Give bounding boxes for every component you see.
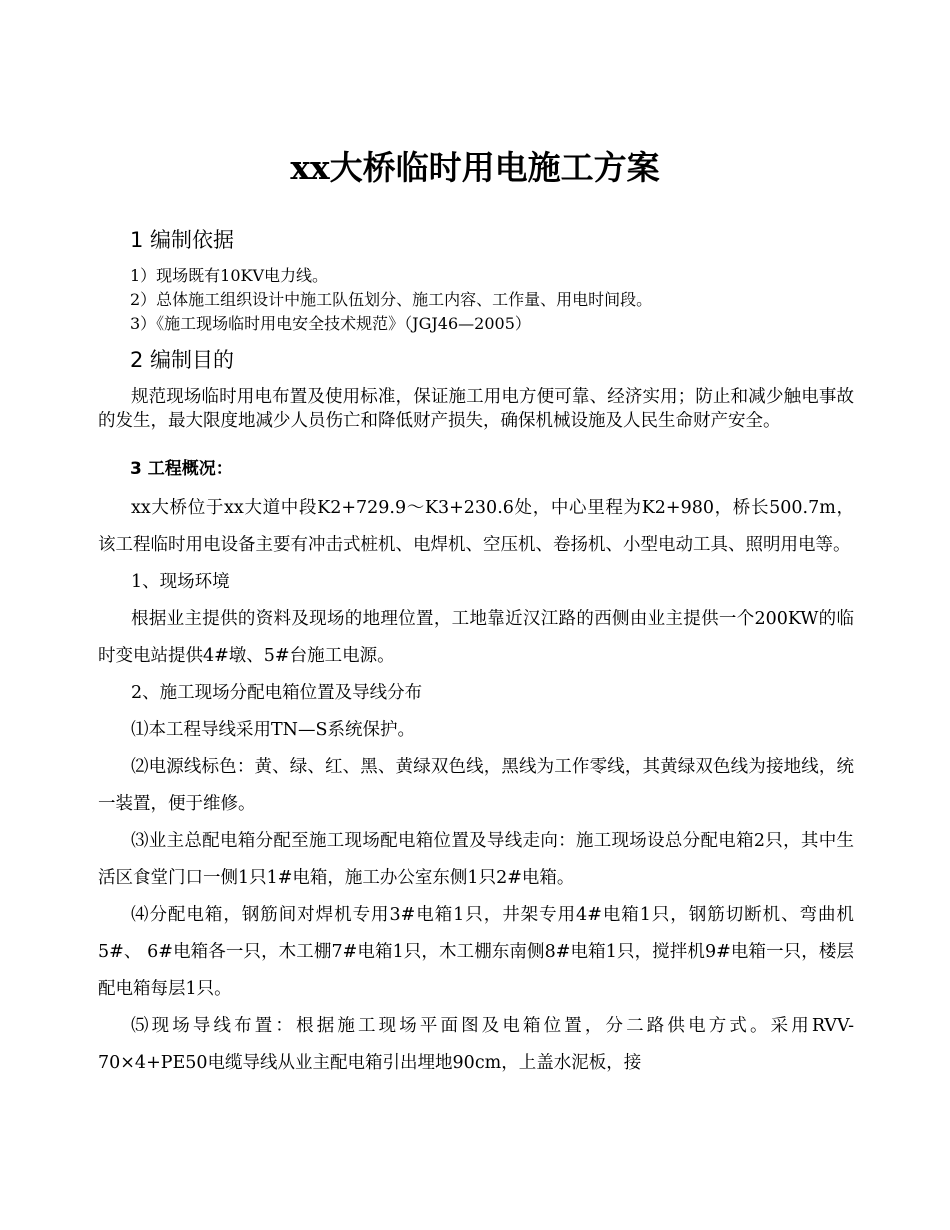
overview-body	[98, 490, 854, 1082]
paragraph: ⑶业主总配电箱分配至施工现场配电箱位置及导线走向：施工现场设总分配电箱2只，其中生活区食堂门口一侧1只1#电箱，施工办公室东侧1只2#电箱。	[98, 831, 854, 888]
paragraph: ⑴本工程导线采用TN—S系统保护。	[131, 720, 415, 740]
purpose-paragraph: 规范现场临时用电布置及使用标准，保证施工用电方便可靠、经济实用；防止和减少触电事故的发生，最大限度地减少人员伤亡和降低财产损失，确保机械设施及人民生命财产安全。	[98, 387, 854, 431]
section-heading-purpose: 2 编制目的	[130, 348, 235, 372]
list-item: 1）现场既有10KV电力线。	[130, 266, 329, 285]
paragraph: ⑸现场导线布置：根据施工现场平面图及电箱位置，分二路供电方式。采用RVV-70×4+PE50电缆导线从业主配电箱引出埋地90cm，上盖水泥板，接	[98, 1016, 854, 1073]
paragraph: xx大桥位于xx大道中段K2+729.9～K3+230.6处，中心里程为K2+980，桥长500.7m，该工程临时用电设备主要有冲击式桩机、电焊机、空压机、卷扬机、小型电动工具、照明用电等。	[98, 498, 854, 555]
basis-list	[130, 264, 850, 336]
section-heading-basis: 1 编制依据	[130, 228, 235, 252]
paragraph: 2、施工现场分配电箱位置及导线分布	[131, 683, 423, 703]
paragraph: ⑵电源线标色：黄、绿、红、黑、黄绿双色线，黑线为工作零线，其黄绿双色线为接地线，统一装置，便于维修。	[98, 757, 854, 814]
paragraph: 1、现场环境	[131, 572, 230, 592]
paragraph: 根据业主提供的资料及现场的地理位置，工地靠近汉江路的西侧由业主提供一个200KW的临时变电站提供4#墩、5#台施工电源。	[98, 609, 854, 666]
section-heading-overview: 3 工程概况：	[130, 459, 233, 479]
list-item: 2）总体施工组织设计中施工队伍划分、施工内容、工作量、用电时间段。	[130, 290, 653, 309]
document-title: xx大桥临时用电施工方案	[290, 148, 660, 187]
paragraph: ⑷分配电箱，钢筋间对焊机专用3#电箱1只，井架专用4#电箱1只，钢筋切断机、弯曲机5#、 6#电箱各一只，木工棚7#电箱1只，木工棚东南侧8#电箱1只，搅拌机9#电箱一只，楼层配电箱每层1只。	[98, 905, 854, 999]
list-item: 3）《施工现场临时用电安全技术规范》（JGJ46—2005）	[130, 314, 531, 333]
